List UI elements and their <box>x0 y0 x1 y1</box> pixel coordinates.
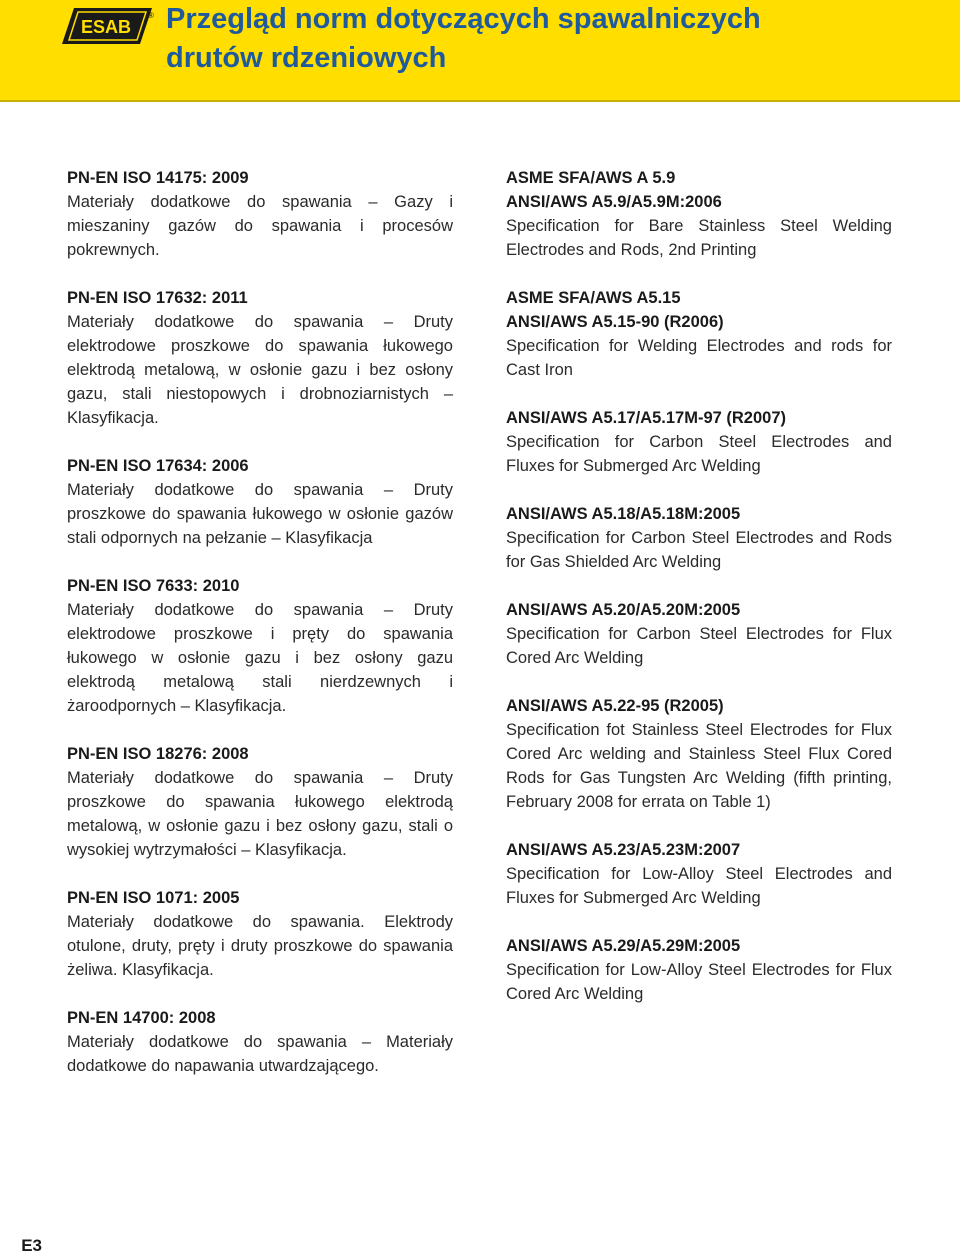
standard-description: Specification for Welding Electrodes and rods for Cast Iron <box>506 337 892 379</box>
standard-entry <box>67 574 453 718</box>
standard-description: Materiały dodatkowe do spawania – Druty proszkowe do spawania łukowego w osłonie gazów stali odpornych na pełzanie – Klasyfikacja <box>67 481 453 547</box>
standard-description: Specification for Carbon Steel Electrodes for Flux Cored Arc Welding <box>506 625 892 667</box>
standard-code: ANSI/AWS A5.18/A5.18M:2005 <box>506 505 741 523</box>
standard-description: Specification for Low-Alloy Steel Electrodes for Flux Cored Arc Welding <box>506 961 892 1003</box>
svg-text:®: ® <box>148 11 154 20</box>
standard-description: Materiały dodatkowe do spawania – Gazy i mieszaniny gazów do spawania i procesów pokrewnych. <box>67 193 453 259</box>
standard-code: PN-EN ISO 17632: 2011 <box>67 289 248 307</box>
standard-code: PN-EN ISO 17634: 2006 <box>67 457 249 475</box>
standard-description: Materiały dodatkowe do spawania. Elektrody otulone, druty, pręty i druty proszkowe do spawania żeliwa. Klasyfikacja. <box>67 913 453 979</box>
standard-description: Specification for Bare Stainless Steel Welding Electrodes and Rods, 2nd Printing <box>506 217 892 259</box>
standard-entry <box>506 166 892 262</box>
standard-entry <box>506 598 892 670</box>
logo-text: ESAB <box>80 17 132 37</box>
standard-description: Specification fot Stainless Steel Electrodes for Flux Cored Arc welding and Stainless Steel Flux Cored Rods for Gas Tungsten Arc Welding (fifth printing, February 2008 for errata on Table 1) <box>506 721 892 811</box>
standard-entry <box>67 166 453 262</box>
standard-description: Specification for Low-Alloy Steel Electrodes and Fluxes for Submerged Arc Welding <box>506 865 892 907</box>
standard-code: ASME SFA/AWS A5.15 <box>506 289 681 307</box>
title-line-2: drutów rdzeniowych <box>166 42 447 74</box>
standard-description: Materiały dodatkowe do spawania – Druty elektrodowe proszkowe i pręty do spawania łukowego w osłonie gazu i bez osłony gazu elektrodą metalową stali nierdzewnych i żaroodpornych – Klasyfikacja. <box>67 601 453 715</box>
standard-entry <box>506 838 892 910</box>
esab-logo <box>62 8 152 44</box>
polish-standards-column <box>67 166 453 1102</box>
standard-entry <box>67 286 453 430</box>
standard-description: Materiały dodatkowe do spawania – Materiały dodatkowe do napawania utwardzającego. <box>67 1033 453 1075</box>
standard-code: ANSI/AWS A5.29/A5.29M:2005 <box>506 937 741 955</box>
standard-code: PN-EN 14700: 2008 <box>67 1009 216 1027</box>
standard-description: Specification for Carbon Steel Electrodes and Fluxes for Submerged Arc Welding <box>506 433 892 475</box>
standard-entry <box>67 886 453 982</box>
standard-description: Materiały dodatkowe do spawania – Druty elektrodowe proszkowe do spawania łukowego elektrodą metalową, w osłonie gazu i bez osłony gazu, stali niestopowych i drobnoziarnistych – Klasyfikacja. <box>67 313 453 427</box>
standard-entry <box>506 406 892 478</box>
standard-code: ANSI/AWS A5.22-95 (R2005) <box>506 697 724 715</box>
aws-standards-column <box>506 166 892 1030</box>
standard-entry <box>506 286 892 382</box>
standard-entry <box>67 742 453 862</box>
page-header <box>0 0 960 102</box>
standard-entry <box>67 1006 453 1078</box>
standard-description: Specification for Carbon Steel Electrodes and Rods for Gas Shielded Arc Welding <box>506 529 892 571</box>
standard-code: PN-EN ISO 7633: 2010 <box>67 577 240 595</box>
standard-code-secondary: ANSI/AWS A5.15-90 (R2006) <box>506 313 724 331</box>
title-line-1: Przegląd norm dotyczących spawalniczych <box>166 3 761 35</box>
standard-code: ASME SFA/AWS A 5.9 <box>506 169 676 187</box>
page-title <box>166 0 946 78</box>
standard-entry <box>506 694 892 814</box>
page-number: E3 <box>21 1236 42 1255</box>
standard-entry <box>67 454 453 550</box>
standard-code: ANSI/AWS A5.23/A5.23M:2007 <box>506 841 741 859</box>
standard-code: ANSI/AWS A5.17/A5.17M-97 (R2007) <box>506 409 786 427</box>
standard-code: ANSI/AWS A5.20/A5.20M:2005 <box>506 601 741 619</box>
standard-code: PN-EN ISO 1071: 2005 <box>67 889 240 907</box>
standard-code: PN-EN ISO 14175: 2009 <box>67 169 249 187</box>
standard-entry <box>506 934 892 1006</box>
standard-code-secondary: ANSI/AWS A5.9/A5.9M:2006 <box>506 193 722 211</box>
standard-description: Materiały dodatkowe do spawania – Druty proszkowe do spawania łukowego elektrodą metalową, w osłonie gazu i bez osłony gazu, stali o wysokiej wytrzymałości – Klasyfikacja. <box>67 769 453 859</box>
standard-code: PN-EN ISO 18276: 2008 <box>67 745 249 763</box>
standard-entry <box>506 502 892 574</box>
